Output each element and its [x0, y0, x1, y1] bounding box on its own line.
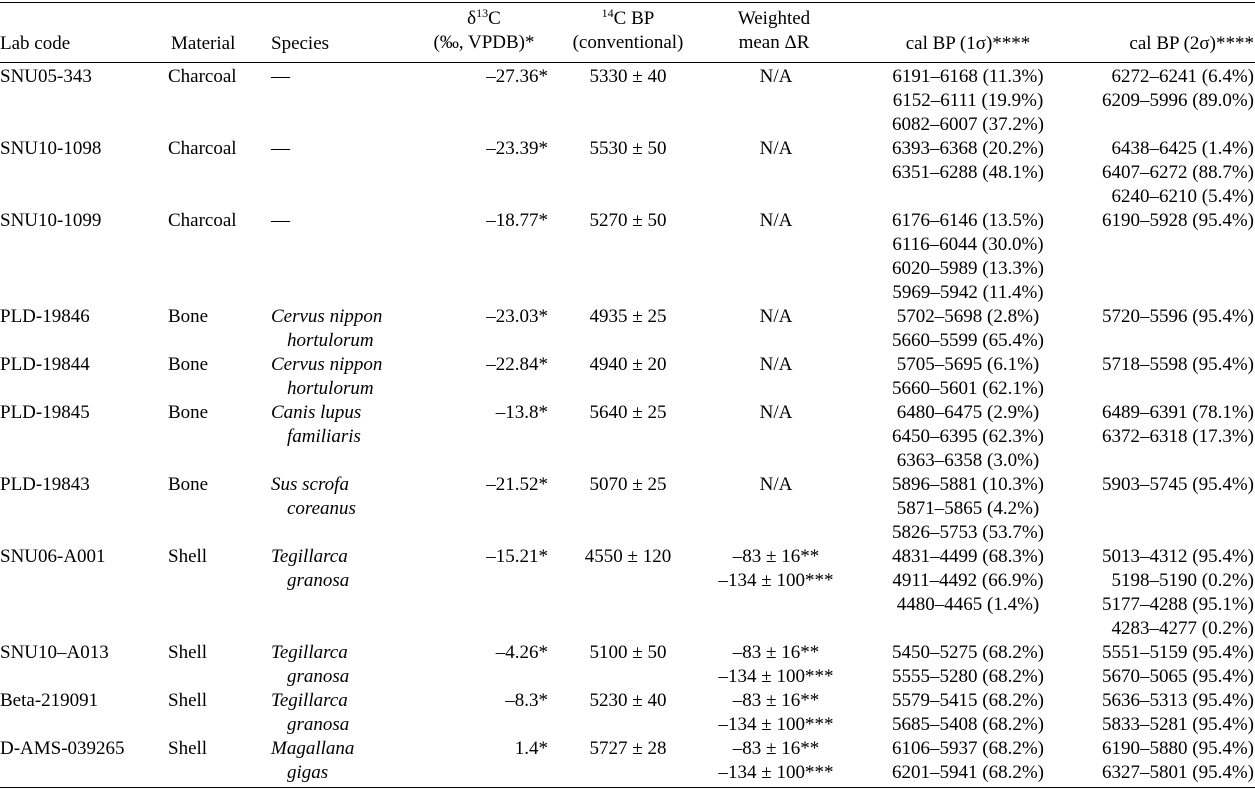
- cell-cal-2sigma: [1054, 305, 1254, 329]
- delta-r-value: N/A: [759, 138, 793, 159]
- cell-c14-bp: 5727 ± 28: [589, 738, 667, 759]
- species-line: —: [271, 210, 290, 231]
- cell-delta-r: [704, 305, 848, 329]
- species-line: Cervus nippon: [271, 354, 383, 375]
- cell-cal-1sigma: [866, 353, 1070, 401]
- cal-2sigma-range: 5551–5159 (95.4%): [1102, 642, 1254, 663]
- cell-cal-2sigma: [1054, 689, 1254, 737]
- cal-1sigma-range: 5555–5280 (68.2%): [892, 666, 1044, 687]
- cell-lab-code: PLD-19844: [0, 354, 90, 375]
- header-species: Species: [271, 33, 330, 54]
- cell-cal-2sigma: [1054, 473, 1254, 497]
- cal-1sigma-range: 6363–6358 (3.0%): [896, 450, 1040, 471]
- cell-material: Shell: [168, 690, 208, 711]
- cal-1sigma-range: 5685–5408 (68.2%): [892, 714, 1044, 735]
- cal-1sigma-range: 5660–5601 (62.1%): [892, 378, 1044, 399]
- delta-r-value: –83 ± 16**: [732, 642, 820, 663]
- cal-1sigma-range: 5450–5275 (68.2%): [892, 642, 1044, 663]
- delta-r-value: N/A: [759, 402, 793, 423]
- cell-c14-bp: 5640 ± 25: [589, 402, 667, 423]
- cal-1sigma-range: 6393–6368 (20.2%): [892, 138, 1044, 159]
- cell-cal-1sigma: [866, 689, 1070, 737]
- header-lab-code: Lab code: [0, 33, 71, 54]
- cal-2sigma-range: 6489–6391 (78.1%): [1102, 402, 1254, 423]
- cell-cal-1sigma: [866, 305, 1070, 353]
- cal-1sigma-range: 6152–6111 (19.9%): [892, 90, 1044, 111]
- cell-lab-code: PLD-19845: [0, 402, 90, 423]
- cell-d13c: –23.39*: [486, 138, 548, 159]
- cell-d13c: –27.36*: [486, 66, 548, 87]
- species-line: Magallana: [271, 738, 355, 759]
- header-dr-line2: mean ΔR: [738, 32, 810, 53]
- species-line: coreanus: [287, 498, 356, 519]
- cal-2sigma-range: 6327–5801 (95.4%): [1102, 762, 1254, 783]
- header-cal-2sigma: cal BP (2σ)****: [1129, 33, 1254, 54]
- cell-cal-1sigma: [866, 545, 1070, 617]
- cal-1sigma-range: 5705–5695 (6.1%): [896, 354, 1040, 375]
- cell-c14-bp: 4550 ± 120: [584, 546, 672, 567]
- cell-c14-bp: 5100 ± 50: [589, 642, 667, 663]
- table-top-rule: [0, 2, 1255, 3]
- cell-d13c: –18.77*: [486, 210, 548, 231]
- cal-1sigma-range: 6201–5941 (68.2%): [892, 762, 1044, 783]
- cell-d13c: –15.21*: [486, 546, 548, 567]
- cell-species: [271, 209, 290, 233]
- cell-lab-code: SNU05-343: [0, 66, 92, 87]
- cal-1sigma-range: 5896–5881 (10.3%): [892, 474, 1044, 495]
- cell-cal-1sigma: [866, 137, 1070, 185]
- cal-2sigma-range: 4283–4277 (0.2%): [1111, 618, 1254, 639]
- cell-d13c: 1.4*: [514, 738, 548, 759]
- cell-d13c: –8.3*: [505, 690, 548, 711]
- cal-1sigma-range: 6176–6146 (13.5%): [892, 210, 1044, 231]
- cal-2sigma-range: 6372–6318 (17.3%): [1102, 426, 1254, 447]
- species-line: Sus scrofa: [271, 474, 349, 495]
- cell-c14-bp: 4940 ± 20: [589, 354, 667, 375]
- cell-d13c: –22.84*: [486, 354, 548, 375]
- cell-delta-r: [704, 209, 848, 233]
- cell-material: Bone: [168, 354, 209, 375]
- cal-1sigma-range: 6116–6044 (30.0%): [892, 234, 1044, 255]
- cell-species: [271, 401, 361, 449]
- species-line: granosa: [287, 570, 350, 591]
- delta-r-value: N/A: [759, 306, 793, 327]
- delta-r-value: –134 ± 100***: [718, 666, 834, 687]
- species-line: Cervus nippon: [271, 306, 383, 327]
- cell-material: Charcoal: [168, 66, 237, 87]
- cell-delta-r: [704, 473, 848, 497]
- cell-lab-code: SNU10-1099: [0, 210, 102, 231]
- cal-1sigma-range: 4911–4492 (66.9%): [892, 570, 1044, 591]
- cal-2sigma-range: 5718–5598 (95.4%): [1102, 354, 1254, 375]
- cell-delta-r: [704, 353, 848, 377]
- delta-r-value: N/A: [759, 354, 793, 375]
- delta-r-value: N/A: [759, 66, 793, 87]
- table-header-rule: [0, 62, 1255, 63]
- cal-1sigma-range: 6351–6288 (48.1%): [892, 162, 1044, 183]
- species-line: gigas: [287, 762, 329, 783]
- delta-r-value: –134 ± 100***: [718, 570, 834, 591]
- delta-r-value: –83 ± 16**: [732, 738, 820, 759]
- cell-cal-2sigma: [1054, 737, 1254, 785]
- cell-cal-1sigma: [866, 401, 1070, 473]
- header-d13c-line2: (‰, VPDB)*: [433, 32, 535, 53]
- cell-c14-bp: 5330 ± 40: [589, 66, 667, 87]
- header-c14-line1: $^{14}$C BP: [601, 6, 655, 29]
- cal-2sigma-range: 5636–5313 (95.4%): [1102, 690, 1254, 711]
- cell-material: Charcoal: [168, 138, 237, 159]
- cal-1sigma-range: 6082–6007 (37.2%): [892, 114, 1044, 135]
- cal-1sigma-range: 5660–5599 (65.4%): [892, 330, 1044, 351]
- cell-delta-r: [704, 689, 848, 737]
- cal-1sigma-range: 6480–6475 (2.9%): [896, 402, 1040, 423]
- cal-2sigma-range: 6190–5880 (95.4%): [1102, 738, 1254, 759]
- species-line: granosa: [287, 666, 350, 687]
- cell-species: [271, 689, 349, 737]
- cell-species: [271, 305, 382, 353]
- species-line: Tegillarca: [271, 546, 348, 567]
- cell-material: Bone: [168, 306, 209, 327]
- cell-lab-code: D-AMS-039265: [0, 738, 125, 759]
- cell-d13c: –23.03*: [486, 306, 548, 327]
- header-cal-1sigma: cal BP (1σ)****: [905, 33, 1031, 54]
- delta-r-value: N/A: [759, 474, 793, 495]
- species-line: Canis lupus: [271, 402, 362, 423]
- header-material: Material: [171, 33, 236, 54]
- cell-delta-r: [704, 137, 848, 161]
- cell-delta-r: [704, 65, 848, 89]
- cal-1sigma-range: 5826–5753 (53.7%): [892, 522, 1044, 543]
- species-line: Tegillarca: [271, 642, 348, 663]
- cell-species: [271, 641, 349, 689]
- cell-delta-r: [704, 737, 848, 785]
- cell-lab-code: SNU10-1098: [0, 138, 102, 159]
- cell-cal-2sigma: [1054, 401, 1254, 449]
- cell-species: [271, 137, 290, 161]
- cal-2sigma-range: 6407–6272 (88.7%): [1102, 162, 1254, 183]
- cal-1sigma-range: 4831–4499 (68.3%): [892, 546, 1044, 567]
- cell-cal-2sigma: [1054, 353, 1254, 377]
- cal-1sigma-range: 6020–5989 (13.3%): [892, 258, 1044, 279]
- cal-2sigma-range: 6438–6425 (1.4%): [1111, 138, 1254, 159]
- cal-1sigma-range: 5871–5865 (4.2%): [896, 498, 1040, 519]
- cell-cal-1sigma: [866, 473, 1070, 545]
- species-line: familiaris: [287, 426, 361, 447]
- cell-lab-code: SNU06-A001: [0, 546, 106, 567]
- cell-cal-1sigma: [866, 65, 1070, 137]
- cell-species: [271, 65, 290, 89]
- cal-1sigma-range: 4480–4465 (1.4%): [896, 594, 1040, 615]
- cal-2sigma-range: 5177–4288 (95.1%): [1102, 594, 1254, 615]
- table-bottom-rule: [0, 787, 1255, 788]
- cell-c14-bp: 5070 ± 25: [589, 474, 667, 495]
- cell-cal-2sigma: [1054, 65, 1254, 113]
- cell-material: Shell: [168, 642, 208, 663]
- cell-species: [271, 737, 354, 785]
- cell-d13c: –4.26*: [495, 642, 548, 663]
- cell-material: Shell: [168, 546, 208, 567]
- cell-delta-r: [704, 641, 848, 689]
- cal-2sigma-range: 6209–5996 (89.0%): [1102, 90, 1254, 111]
- cell-delta-r: [704, 401, 848, 425]
- header-d13c-line1: $\delta^{13}C$: [467, 6, 501, 29]
- header-dr-line1: Weighted: [737, 8, 811, 29]
- cal-1sigma-range: 5579–5415 (68.2%): [892, 690, 1044, 711]
- delta-r-value: –134 ± 100***: [718, 762, 834, 783]
- cal-2sigma-range: 5720–5596 (95.4%): [1102, 306, 1254, 327]
- cell-species: [271, 473, 356, 521]
- cell-cal-1sigma: [866, 737, 1070, 785]
- cal-2sigma-range: 5903–5745 (95.4%): [1102, 474, 1254, 495]
- cell-cal-2sigma: [1054, 641, 1254, 689]
- species-line: —: [271, 138, 290, 159]
- cell-delta-r: [704, 545, 848, 593]
- cell-c14-bp: 5270 ± 50: [589, 210, 667, 231]
- cal-2sigma-range: 6190–5928 (95.4%): [1102, 210, 1254, 231]
- cell-cal-1sigma: [866, 209, 1070, 305]
- cal-2sigma-range: 5833–5281 (95.4%): [1102, 714, 1254, 735]
- cal-1sigma-range: 6106–5937 (68.2%): [892, 738, 1044, 759]
- species-line: granosa: [287, 714, 350, 735]
- delta-r-value: –83 ± 16**: [732, 690, 820, 711]
- cell-cal-1sigma: [866, 641, 1070, 689]
- species-line: Tegillarca: [271, 690, 348, 711]
- species-line: hortulorum: [287, 378, 374, 399]
- cell-lab-code: PLD-19843: [0, 474, 90, 495]
- header-c14-line2: (conventional): [572, 32, 684, 53]
- species-line: —: [271, 66, 290, 87]
- cal-1sigma-range: 5969–5942 (11.4%): [892, 282, 1044, 303]
- cell-lab-code: SNU10–A013: [0, 642, 109, 663]
- cell-material: Bone: [168, 402, 209, 423]
- species-line: hortulorum: [287, 330, 374, 351]
- cal-2sigma-range: 6272–6241 (6.4%): [1111, 66, 1254, 87]
- cell-material: Bone: [168, 474, 209, 495]
- cell-d13c: –21.52*: [486, 474, 548, 495]
- cal-2sigma-range: 5198–5190 (0.2%): [1111, 570, 1254, 591]
- delta-r-value: –83 ± 16**: [732, 546, 820, 567]
- cell-material: Charcoal: [168, 210, 237, 231]
- cal-1sigma-range: 6191–6168 (11.3%): [892, 66, 1044, 87]
- cell-c14-bp: 5530 ± 50: [589, 138, 667, 159]
- cell-c14-bp: 4935 ± 25: [589, 306, 667, 327]
- cal-2sigma-range: 5013–4312 (95.4%): [1102, 546, 1254, 567]
- cal-1sigma-range: 5702–5698 (2.8%): [896, 306, 1040, 327]
- cell-material: Shell: [168, 738, 208, 759]
- cal-2sigma-range: 6240–6210 (5.4%): [1111, 186, 1254, 207]
- cal-2sigma-range: 5670–5065 (95.4%): [1102, 666, 1254, 687]
- cell-cal-2sigma: [1054, 209, 1254, 233]
- cal-1sigma-range: 6450–6395 (62.3%): [892, 426, 1044, 447]
- cell-species: [271, 545, 349, 593]
- delta-r-value: –134 ± 100***: [718, 714, 834, 735]
- cell-species: [271, 353, 382, 401]
- cell-cal-2sigma: [1054, 137, 1254, 209]
- cell-d13c: –13.8*: [495, 402, 548, 423]
- cell-c14-bp: 5230 ± 40: [589, 690, 667, 711]
- cell-lab-code: Beta-219091: [0, 690, 99, 711]
- cell-lab-code: PLD-19846: [0, 306, 90, 327]
- delta-r-value: N/A: [759, 210, 793, 231]
- cell-cal-2sigma: [1054, 545, 1254, 641]
